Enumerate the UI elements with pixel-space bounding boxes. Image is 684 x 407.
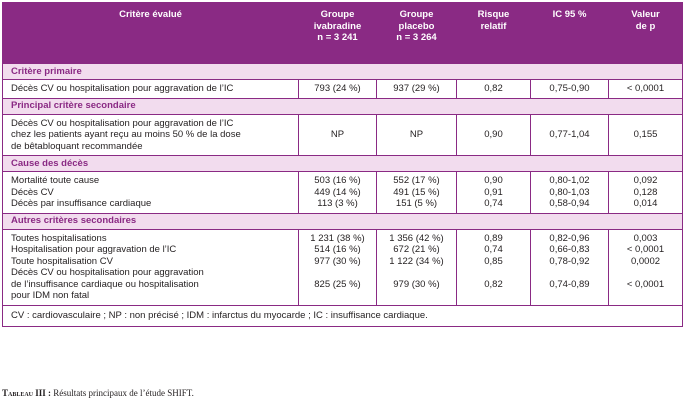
relative-risk-cell bbox=[457, 172, 531, 214]
cell-line: 503 (16 %) bbox=[314, 175, 361, 186]
cell-line: 0,155 bbox=[633, 129, 658, 140]
cell-line: Décès CV ou hospitalisation pour aggravation de l’IC bbox=[11, 83, 234, 94]
header-p-value bbox=[609, 3, 683, 64]
section-header-row bbox=[3, 156, 683, 172]
cell-line: 514 (16 %) bbox=[314, 244, 361, 255]
cell-line: 0,092 bbox=[633, 175, 658, 186]
table-row bbox=[3, 114, 683, 156]
p-value-cell bbox=[609, 114, 683, 156]
header-placebo bbox=[377, 3, 457, 64]
table-row bbox=[3, 172, 683, 214]
header-ivabradine bbox=[299, 3, 377, 64]
cell-line: 977 (30 %) bbox=[314, 255, 361, 267]
section-header-row bbox=[3, 213, 683, 229]
cell-line: 0,77-1,04 bbox=[549, 129, 590, 140]
ci95-cell bbox=[531, 80, 609, 99]
results-table bbox=[2, 2, 683, 327]
table-caption bbox=[2, 388, 194, 398]
cell-line bbox=[459, 290, 528, 302]
cell-line bbox=[533, 267, 606, 279]
header-line: Groupe bbox=[399, 9, 434, 20]
cell-line: 151 (5 %) bbox=[395, 198, 438, 209]
cell-line bbox=[611, 290, 680, 302]
cell-line bbox=[301, 290, 374, 302]
relative-risk-cell bbox=[457, 114, 531, 156]
cell-line: 1 122 (34 %) bbox=[389, 255, 444, 267]
placebo-cell bbox=[377, 229, 457, 305]
cell-line: 979 (30 %) bbox=[393, 278, 440, 290]
cell-line: 0,78-0,92 bbox=[549, 255, 590, 267]
section-title: Principal critère secondaire bbox=[3, 98, 683, 114]
cell-line: de l’insuffisance cardiaque ou hospitalisation bbox=[11, 278, 199, 290]
criterion-cell bbox=[3, 114, 299, 156]
p-value-cell bbox=[609, 172, 683, 214]
cell-line: Toute hospitalisation CV bbox=[11, 255, 113, 267]
cell-line: 113 (3 %) bbox=[317, 198, 358, 209]
cell-line: 0,74 bbox=[484, 244, 503, 255]
footnote-row bbox=[3, 305, 683, 326]
cell-line: 0,014 bbox=[633, 198, 658, 209]
table-row bbox=[3, 229, 683, 305]
cell-line: 0,74-0,89 bbox=[549, 278, 590, 290]
cell-line: Décès CV ou hospitalisation pour aggravation de l’IC bbox=[11, 117, 234, 129]
cell-line: 0,90 bbox=[484, 129, 503, 140]
cell-line: 0,003 bbox=[633, 232, 658, 244]
ivabradine-cell bbox=[299, 80, 377, 99]
caption-label: Tableau III : bbox=[2, 388, 52, 398]
section-title: Critère primaire bbox=[3, 64, 683, 80]
ivabradine-cell bbox=[299, 229, 377, 305]
header-line: Groupe bbox=[320, 9, 355, 20]
table-body bbox=[3, 64, 683, 306]
cell-line: 937 (29 %) bbox=[393, 83, 440, 94]
cell-line: NP bbox=[330, 129, 345, 140]
cell-line: 672 (21 %) bbox=[393, 244, 440, 255]
header-line: n = 3 241 bbox=[317, 32, 358, 43]
cell-line: 0,58-0,94 bbox=[549, 198, 590, 209]
placebo-cell bbox=[377, 114, 457, 156]
section-title: Cause des décès bbox=[3, 156, 683, 172]
results-table-container bbox=[2, 2, 682, 327]
cell-line: 0,128 bbox=[633, 186, 658, 198]
cell-line: Mortalité toute cause bbox=[11, 175, 100, 186]
cell-line: pour IDM non fatal bbox=[11, 290, 90, 301]
cell-line: 0,0002 bbox=[630, 255, 661, 267]
cell-line: 0,80-1,02 bbox=[549, 175, 590, 186]
cell-line: 0,85 bbox=[484, 255, 503, 267]
section-title: Autres critères secondaires bbox=[3, 213, 683, 229]
caption-text: Résultats principaux de l’étude SHIFT. bbox=[51, 388, 194, 398]
cell-line: Hospitalisation pour aggravation de l’IC bbox=[11, 244, 177, 255]
header-line: Valeur bbox=[631, 9, 660, 20]
relative-risk-cell bbox=[457, 80, 531, 99]
ci95-cell bbox=[531, 229, 609, 305]
cell-line: 1 231 (38 %) bbox=[310, 232, 365, 244]
cell-line bbox=[379, 267, 454, 279]
cell-line: NP bbox=[409, 129, 424, 140]
header-line: n = 3 264 bbox=[396, 32, 437, 43]
cell-line: 0,91 bbox=[484, 186, 503, 198]
criterion-cell bbox=[3, 80, 299, 99]
cell-line: de bêtabloquant recommandée bbox=[11, 140, 143, 152]
ivabradine-cell bbox=[299, 172, 377, 214]
placebo-cell bbox=[377, 172, 457, 214]
cell-line: 0,89 bbox=[484, 232, 503, 244]
header-line: de p bbox=[635, 20, 656, 32]
cell-line: 0,82 bbox=[484, 83, 503, 94]
relative-risk-cell bbox=[457, 229, 531, 305]
cell-line: 793 (24 %) bbox=[314, 83, 361, 94]
cell-line: < 0,0001 bbox=[626, 244, 665, 255]
cell-line: Toutes hospitalisations bbox=[11, 232, 107, 244]
cell-line: < 0,0001 bbox=[626, 278, 665, 290]
p-value-cell bbox=[609, 229, 683, 305]
header-relative-risk bbox=[457, 3, 531, 64]
cell-line: 0,74 bbox=[484, 198, 503, 209]
cell-line: 0,82-0,96 bbox=[549, 232, 590, 244]
cell-line bbox=[611, 267, 680, 279]
criterion-cell bbox=[3, 229, 299, 305]
cell-line: Décès par insuffisance cardiaque bbox=[11, 198, 152, 209]
cell-line bbox=[301, 267, 374, 279]
cell-line: 552 (17 %) bbox=[393, 175, 440, 186]
header-line: Critère évalué bbox=[119, 9, 182, 20]
header-line: Risque bbox=[477, 9, 510, 20]
cell-line: 0,66-0,83 bbox=[549, 244, 590, 255]
ivabradine-cell bbox=[299, 114, 377, 156]
header-ci95 bbox=[531, 3, 609, 64]
cell-line bbox=[459, 267, 528, 279]
cell-line: chez les patients ayant reçu au moins 50 % de la dose bbox=[11, 129, 241, 140]
section-header-row bbox=[3, 98, 683, 114]
header-line: IC 95 % bbox=[552, 9, 587, 20]
cell-line: < 0,0001 bbox=[626, 83, 665, 94]
header-criterion bbox=[3, 3, 299, 64]
cell-line: Décès CV ou hospitalisation pour aggravation bbox=[11, 267, 204, 278]
criterion-cell bbox=[3, 172, 299, 214]
cell-line bbox=[533, 290, 606, 302]
section-header-row bbox=[3, 64, 683, 80]
header-line: ivabradine bbox=[313, 20, 362, 32]
header-line: relatif bbox=[480, 20, 507, 32]
footnote: CV : cardiovasculaire ; NP : non précisé ; IDM : infarctus du myocarde ; IC : insuffisance cardiaque. bbox=[3, 305, 683, 326]
table-row bbox=[3, 80, 683, 99]
placebo-cell bbox=[377, 80, 457, 99]
cell-line: 0,75-0,90 bbox=[549, 83, 590, 94]
cell-line: 491 (15 %) bbox=[393, 186, 440, 198]
cell-line: 0,90 bbox=[484, 175, 503, 186]
cell-line: 0,82 bbox=[484, 278, 503, 290]
table-header bbox=[3, 3, 683, 64]
cell-line: 0,80-1,03 bbox=[549, 186, 590, 198]
p-value-cell bbox=[609, 80, 683, 99]
header-line: placebo bbox=[398, 20, 435, 32]
cell-line: 825 (25 %) bbox=[314, 278, 361, 290]
cell-line: 449 (14 %) bbox=[314, 186, 361, 198]
cell-line: Décès CV bbox=[11, 186, 54, 198]
cell-line bbox=[379, 290, 454, 302]
ci95-cell bbox=[531, 114, 609, 156]
ci95-cell bbox=[531, 172, 609, 214]
cell-line: 1 356 (42 %) bbox=[389, 232, 444, 244]
